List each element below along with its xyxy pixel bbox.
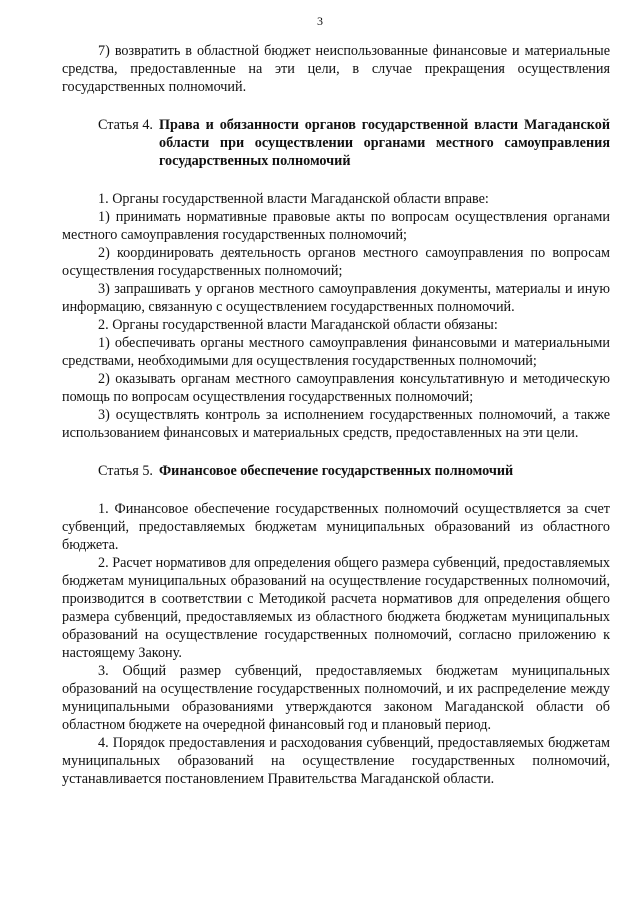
paragraph: 7) возвратить в областной бюджет неиспользованные финансовые и материальные средства, предоставленные на эти цели, в случае прекращения осуществления государственных полномочий. <box>62 43 610 95</box>
paragraph: 1. Органы государственной власти Магаданской области вправе: <box>98 191 489 207</box>
article-4-label: Статья 4. <box>98 117 153 133</box>
article-5-heading <box>62 462 610 480</box>
article-5-title: Финансовое обеспечение государственных полномочий <box>158 463 514 479</box>
article-5-body <box>62 500 610 788</box>
paragraph: 2) оказывать органам местного самоуправления консультативную и методическую помощь по вопросам осуществления государственных полномочий; <box>62 371 610 405</box>
paragraph: 1) обеспечивать органы местного самоуправления финансовыми и материальными средствами, необходимыми для осуществления государственных полномочий; <box>62 335 610 369</box>
paragraph: 2) координировать деятельность органов местного самоуправления по вопросам осуществления государственных полномочий; <box>62 245 610 279</box>
paragraph: 4. Порядок предоставления и расходования субвенций, предоставляемых бюджетам муниципальных образований на осуществление государственных полномочий, устанавливается постановлением Правительства Магаданской области. <box>62 735 610 787</box>
paragraph: 2. Органы государственной власти Магаданской области обязаны: <box>98 317 498 333</box>
document-body <box>62 42 610 788</box>
paragraph: 3. Общий размер субвенций, предоставляемых бюджетам муниципальных образований на осуществление государственных полномочий, и их распределение между муниципальными образованиями утверждаются законом Магаданской области об областном бюджете на очередной финансовый год и плановый период. <box>62 663 610 733</box>
article-5-label: Статья 5. <box>98 463 153 479</box>
paragraph: 1) принимать нормативные правовые акты по вопросам осуществления органами местного самоуправления государственных полномочий; <box>62 209 610 243</box>
article-4-heading <box>62 116 610 170</box>
article-4-body <box>62 190 610 442</box>
paragraph: 1. Финансовое обеспечение государственных полномочий осуществляется за счет субвенций, предоставляемых бюджетам муниципальных образований из областного бюджета. <box>62 501 610 553</box>
paragraph: 2. Расчет нормативов для определения общего размера субвенций, предоставляемых бюджетам муниципальных образований на осуществление государственных полномочий, производится в соответствии с Методикой расчета нормативов для определения общего размера субвенций, предоставляемых из областного бюджета бюджетам муниципальных образований на осуществление государственных полномочий, согласно приложению к настоящему Закону. <box>62 555 610 661</box>
article-4-title: Права и обязанности органов государственной власти Магаданской области при осуществлении органами местного самоуправления государственных полномочий <box>158 117 610 169</box>
page-number: 3 <box>317 14 323 28</box>
paragraph: 3) запрашивать у органов местного самоуправления документы, материалы и иную информацию, связанную с осуществлением государственных полномочий. <box>62 281 610 315</box>
paragraph: 3) осуществлять контроль за исполнением государственных полномочий, а также использованием финансовых и материальных средств, предоставленных на эти цели. <box>62 407 610 441</box>
